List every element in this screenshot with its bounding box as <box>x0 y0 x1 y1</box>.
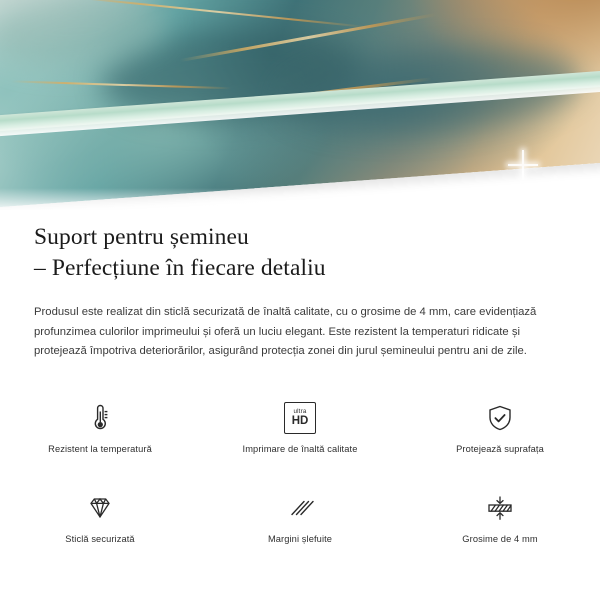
feature-item-print-quality <box>200 398 400 472</box>
hero-fade-overlay <box>0 188 600 222</box>
ultra-hd-icon <box>284 398 316 438</box>
feature-label: Imprimare de înaltă calitate <box>242 444 358 454</box>
polished-edges-icon <box>283 488 317 528</box>
description-content <box>0 222 600 362</box>
page-title <box>0 222 600 284</box>
headline-line-1: Suport pentru șemineu <box>34 224 249 250</box>
feature-item-surface-protection <box>400 398 600 472</box>
marble-glass-panel-photo <box>0 0 600 210</box>
description-paragraph: Produsul este realizat din sticlă securizată de înaltă calitate, cu o grosime de 4 mm, care evidențiază profunzimea culorilor imprimeului și oferă un luciu elegant. Este rezistent la temperaturi ridicate și protejează împotriva deteriorărilor, asigurând protecția zonei din jurul șemineului pentru ani de zile. <box>34 306 537 357</box>
feature-label: Margini șlefuite <box>267 534 333 544</box>
shield-check-icon <box>483 398 517 438</box>
hero-image <box>0 0 600 222</box>
thermometer-icon <box>83 398 117 438</box>
thickness-icon <box>482 488 518 528</box>
feature-item-polished-edges <box>200 488 400 562</box>
feature-label: Rezistent la temperatură <box>48 444 152 454</box>
feature-item-thickness <box>400 488 600 562</box>
feature-label: Sticlă securizată <box>65 534 135 544</box>
feature-label: Grosime de 4 mm <box>462 534 538 544</box>
feature-item-temperature <box>0 398 200 472</box>
ultra-hd-badge-top: ultra <box>293 407 307 415</box>
feature-label: Protejează suprafața <box>456 444 544 454</box>
ultra-hd-badge-bottom: HD <box>291 414 309 427</box>
headline-line-2: – Perfecțiune în fiecare detaliu <box>34 255 326 281</box>
feature-item-tempered-glass <box>0 488 200 562</box>
diamond-icon <box>83 488 117 528</box>
feature-grid <box>0 398 600 562</box>
